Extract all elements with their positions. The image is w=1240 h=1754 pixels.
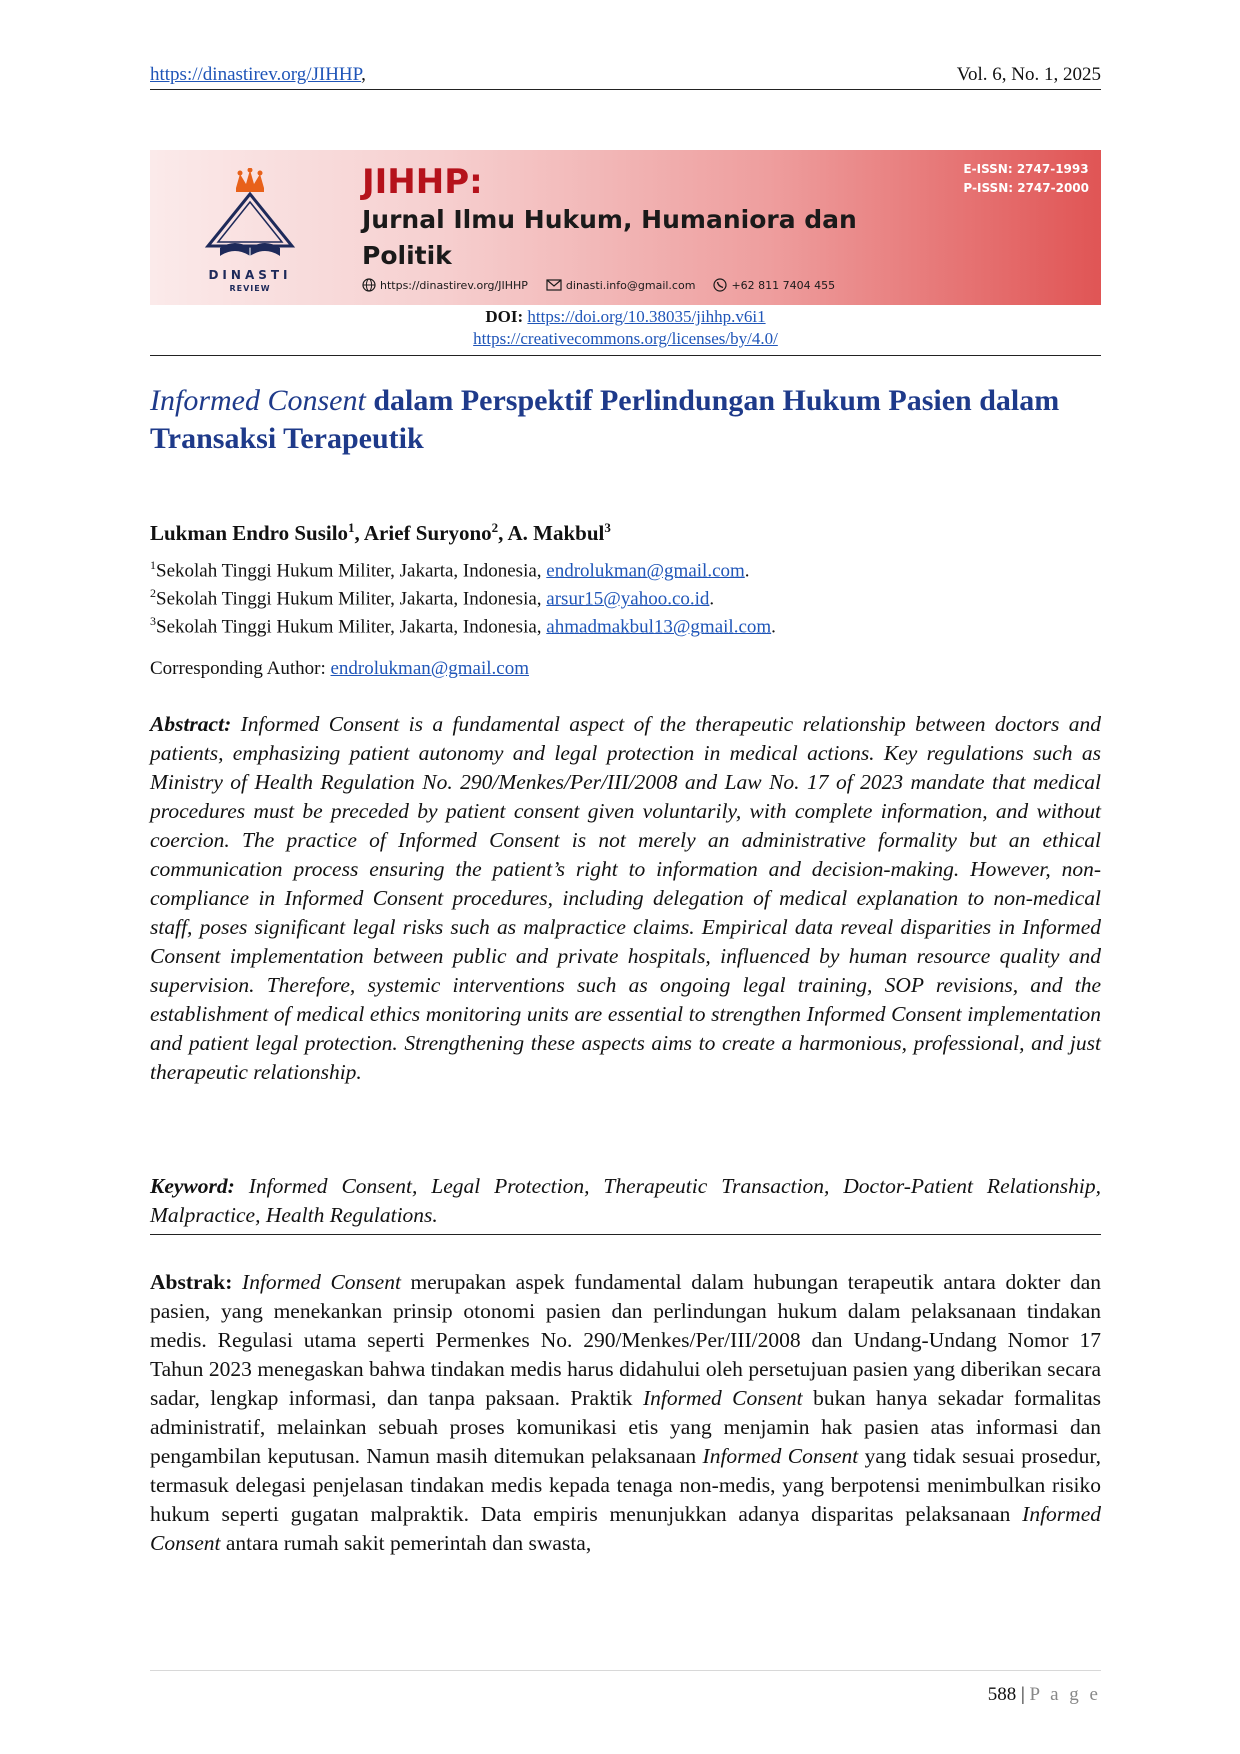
abstrak-s5: antara rumah sakit pemerintah dan swasta,: [220, 1531, 592, 1555]
license-line: [150, 328, 1101, 350]
page-separator: |: [1016, 1684, 1030, 1705]
eissn: E-ISSN: 2747-1993: [963, 162, 1089, 176]
keywords-text: Informed Consent, Legal Protection, Therapeutic Transaction, Doctor-Patient Relationship, Malpractice, Health Regulations.: [150, 1174, 1101, 1227]
abstract-text: Informed Consent is a fundamental aspect of the therapeutic relationship between doctors and patients, emphasizing patient autonomy and legal protection in medical actions. Key regulations such as Ministry of Health Regulation No. 290/Menkes/Per/III/2008 and Law No. 17 of 2023 mandate that medical procedures must be preceded by patient consent given voluntarily, with complete information, and without coercion. The practice of Informed Consent is not merely an administrative formality but an ethical communication process ensuring the patient’s right to information and decision-making. However, non-compliance in Informed Consent procedures, including delegation of medical explanation to non-medical staff, poses significant legal risks such as malpractice claims. Empirical data reveal disparities in Informed Consent implementation between public and private hospitals, influenced by human resource quality and supervision. Therefore, systemic interventions such as ongoing legal training, SOP revisions, and the establishment of medical ethics monitoring units are essential to strengthen Informed Consent implementation and patient legal protection. Strengthening these aspects aims to create a harmonious, professional, and just therapeutic relationship.: [150, 712, 1101, 1084]
contact-phone: [713, 278, 835, 292]
author-list: [150, 520, 1101, 546]
journal-url-group: [150, 64, 366, 86]
author-1-sup: 1: [348, 520, 355, 535]
affiliation-2-email-link[interactable]: arsur15@yahoo.co.id: [546, 588, 710, 610]
page-footer: [988, 1684, 1101, 1706]
abstrak-ic-4: Informed Consent: [150, 1502, 1101, 1555]
affiliation-3-end: .: [771, 616, 776, 638]
doi-block: [150, 306, 1101, 356]
journal-abbreviation: JIHHP:: [362, 162, 483, 202]
journal-full-name: Jurnal Ilmu Hukum, Humaniora dan Politik: [362, 205, 857, 270]
affiliation-1-text: Sekolah Tinggi Hukum Militer, Jakarta, Indonesia,: [156, 560, 547, 582]
phone-icon: [713, 278, 727, 292]
author-sep-2: ,: [498, 521, 508, 545]
title-rest: dalam Perspektif Perlindungan Hukum Pasien dalam Transaksi Terapeutik: [150, 384, 1060, 455]
journal-url-suffix: ,: [361, 64, 366, 85]
license-link[interactable]: https://creativecommons.org/licenses/by/4.0/: [473, 329, 778, 348]
envelope-icon: [546, 279, 562, 291]
contact-phone-text: +62 811 7404 455: [731, 278, 836, 292]
logo-wordmark: DINASTI: [208, 268, 292, 282]
affiliation-2-sup: 2: [150, 586, 156, 600]
doi-link[interactable]: https://doi.org/10.38035/jihhp.v6i1: [527, 307, 766, 326]
affiliation-3: [150, 608, 1101, 640]
footer-divider: [150, 1670, 1101, 1671]
globe-icon: [362, 278, 376, 292]
volume-info: Vol. 6, No. 1, 2025: [956, 64, 1101, 85]
keywords-label: Keyword:: [150, 1174, 235, 1198]
author-2: Arief Suryono: [363, 521, 492, 545]
affiliation-3-email-link[interactable]: ahmadmakbul13@gmail.com: [546, 616, 772, 638]
journal-url-link[interactable]: https://dinastirev.org/JIHHP: [150, 64, 362, 85]
abstrak-ic-3: Informed Consent: [702, 1444, 859, 1468]
abstract-id: [150, 1268, 1101, 1558]
issn-block: [963, 160, 1089, 198]
keywords: [150, 1172, 1101, 1235]
abstract-en: [150, 710, 1101, 1087]
contact-website-text: https://dinastirev.org/JIHHP: [380, 278, 528, 292]
affiliation-3-text: Sekolah Tinggi Hukum Militer, Jakarta, Indonesia,: [156, 616, 547, 638]
author-1: Lukman Endro Susilo: [150, 521, 349, 545]
abstrak-ic-2: Informed Consent: [642, 1386, 803, 1410]
affiliation-1-end: .: [744, 560, 750, 582]
title-italic-part: Informed Consent: [150, 384, 366, 417]
dinasti-logo: [180, 168, 320, 293]
running-header: [150, 58, 1101, 90]
author-3-sup: 3: [604, 520, 611, 535]
author-sep-1: ,: [354, 521, 364, 545]
affiliation-3-sup: 3: [150, 614, 156, 628]
pissn: P-ISSN: 2747-2000: [963, 181, 1089, 195]
banner-contacts: [362, 278, 835, 292]
article-title: [150, 382, 1101, 458]
page-word: P a g e: [1029, 1684, 1101, 1705]
contact-website: [362, 278, 528, 292]
page-number: 588: [987, 1684, 1017, 1705]
author-2-sup: 2: [491, 520, 499, 535]
journal-banner: [150, 150, 1101, 305]
abstract-label: Abstract:: [150, 712, 232, 736]
abstrak-label: Abstrak:: [150, 1270, 233, 1294]
corresponding-label: Corresponding Author:: [150, 658, 331, 679]
author-3: A. Makbul: [507, 521, 605, 545]
doi-line: [150, 306, 1101, 328]
affiliation-1-sup: 1: [150, 558, 156, 572]
logo-subtitle: REVIEW: [229, 284, 271, 293]
doi-label: DOI:: [485, 307, 524, 326]
affiliation-1-email-link[interactable]: endrolukman@gmail.com: [546, 560, 745, 582]
contact-email-text: dinasti.info@gmail.com: [565, 278, 696, 292]
abstrak-s4: yang tidak sesuai prosedur, termasuk delegasi penjelasan tindakan medis kepada tenaga non-medis, yang berpotensi menimbulkan risiko hukum seperti gugatan malpraktik. Data empiris menunjukkan adanya disparitas pelaksanaan: [150, 1444, 1101, 1526]
affiliation-2-text: Sekolah Tinggi Hukum Militer, Jakarta, Indonesia,: [156, 588, 547, 610]
corresponding-author: [150, 658, 529, 680]
contact-email: [546, 279, 696, 292]
crown-book-logo-icon: [180, 168, 320, 268]
abstrak-s2: merupakan aspek fundamental dalam hubungan terapeutik antara dokter dan pasien, yang menekankan prinsip otonomi pasien dan perlindungan hukum dalam pelaksanaan tindakan medis. Regulasi utama seperti Permenkes No. 290/Menkes/Per/III/2008 dan Undang-Undang Nomor 17 Tahun 2023 menegaskan bahwa tindakan medis harus didahului oleh persetujuan pasien yang diberikan secara sadar, lengkap informasi, dan tanpa paksaan. Praktik: [150, 1270, 1102, 1410]
affiliation-2-end: .: [709, 588, 715, 610]
abstrak-s1: [232, 1270, 242, 1294]
corresponding-email-link[interactable]: endrolukman@gmail.com: [330, 658, 529, 679]
abstrak-ic-1: Informed Consent: [242, 1270, 401, 1294]
abstrak-s3: bukan hanya sekadar formalitas administratif, melainkan sebuah proses komunikasi etis yang menjamin hak pasien atas informasi dan pengambilan keputusan. Namun masih ditemukan pelaksanaan: [150, 1386, 1102, 1468]
